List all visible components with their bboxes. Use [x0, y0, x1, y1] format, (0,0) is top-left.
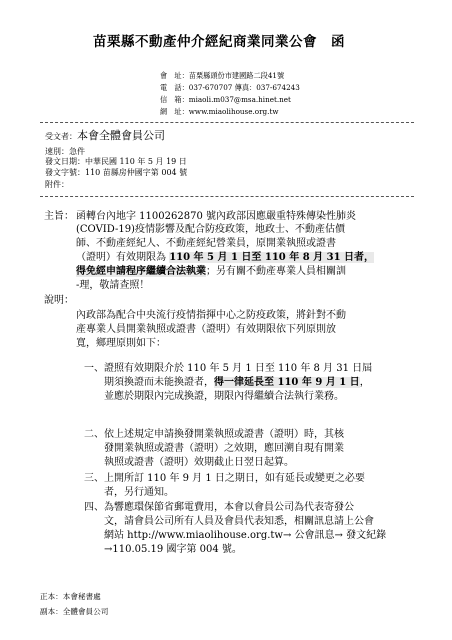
phone-line	[160, 84, 300, 91]
item-1-line-3: 並應於期限內完成換證，期限內得繼續合法執行業務。	[104, 391, 344, 402]
explain-intro-1: 內政部為配合中央流行疫情指揮中心之防疫政策，將針對不動	[76, 310, 346, 321]
recipient-line	[45, 127, 165, 143]
email-label: 信 箱：	[160, 95, 189, 104]
subject-line-2: (COVID-19)疫情影響及配合防疫政策，地政士、不動產估價	[76, 224, 345, 235]
item-3-line-2: 者，另行通知。	[104, 487, 174, 498]
attachment-line: 附件：	[45, 180, 69, 189]
email-line	[160, 96, 291, 103]
website-line	[160, 108, 278, 115]
recipient-value: 本會全體會員公司	[77, 129, 165, 142]
item-1-text: 期須換證而未能換證者，	[104, 377, 214, 388]
phone-value: 037-670707 傳真：037-674243	[188, 83, 300, 92]
website-label: 網 址：	[160, 107, 189, 116]
item-1-comma: ，	[359, 377, 370, 388]
copy-recipient: 副本：全體會員公司	[40, 607, 109, 616]
item-2-line-1: 二、依上述規定申請換發開業執照或證書（證明）時，其核	[84, 429, 344, 440]
item-1-line-1: 一、證照有效期限介於 110 年 5 月 1 日至 110 年 8 月 31 日屆	[84, 363, 373, 374]
subject-line-3: 師、不動產經紀人、不動產經紀營業員，原開業執照或證書	[76, 238, 336, 249]
explain-intro-2: 產專業人員開業執照或證書（證明）有效期限依下列原則放	[76, 324, 336, 335]
explain-label: 說明：	[44, 295, 74, 306]
item-3-line-1: 三、上開所訂 110 年 9 月 1 日之期日，如有延長或變更之必要	[84, 473, 365, 484]
document-title: 苗栗縣不動產仲介經紀商業同業公會 函	[93, 34, 345, 50]
doc-number-line: 發文字號：110 苗縣房仲國字第 004 號	[45, 168, 188, 177]
item-4-line-2: 文，請會員公司所有人員及會員代表知悉，相關訊息請上公會	[104, 516, 374, 527]
date-line: 發文日期：中華民國 110 年 5 月 19 日	[45, 157, 187, 166]
meta-divider	[40, 196, 414, 197]
website-value: www.miaolihouse.org.tw	[188, 107, 279, 116]
address-value: 苗栗縣頭份市建國路二段41號	[188, 71, 285, 80]
address-line	[160, 72, 284, 79]
item-1-line-2	[104, 378, 370, 388]
item-4-line-3: 網站 http://www.miaolihouse.org.tw→ 公會訊息→ 發文紀錄	[104, 530, 387, 541]
subject-line-1: 函轉台內地字 1100262870 號內政部因應嚴重特殊傳染性肺炎	[76, 211, 356, 222]
recipient-label: 受文者：	[45, 132, 77, 141]
item-2-line-2: 發開業執照或證書（證明）之效期，應回溯自現有開業	[104, 443, 344, 454]
address-label: 會 址：	[160, 71, 189, 80]
subject-highlight-continue: 得免經申請程序繼續合法執業	[76, 266, 206, 277]
urgency-line: 速別：急件	[45, 147, 85, 156]
item-4-line-1: 四、為響應環保節省郵電費用，本會以會員公司為代表寄發公	[84, 502, 354, 513]
email-value: miaoli.m037@msa.hinet.net	[188, 95, 291, 104]
subject-line-6: -理，敬請查照！	[76, 280, 150, 291]
subject-line-4	[76, 253, 374, 263]
subject-line-5-text: ；另有關不動產專業人員相關訓	[206, 266, 346, 277]
item-1-highlight: 得一律延長至 110 年 9 月 1 日	[214, 377, 360, 388]
header-divider	[40, 122, 414, 123]
phone-label: 電 話：	[160, 83, 189, 92]
subject-label: 主旨：	[44, 211, 74, 222]
explain-intro-3: 寬，鄉理原則如下：	[76, 338, 166, 349]
subject-line-4-text: （證明）有效期限為	[76, 252, 170, 263]
original-recipient: 正本：本會秘書處	[40, 592, 101, 601]
subject-highlight-dates: 110 年 5 月 1 日至 110 年 8 月 31 日者，	[169, 252, 375, 263]
subject-line-5	[76, 267, 346, 277]
item-2-line-3: 執照或證書（證明）效期截止日翌日起算。	[104, 457, 294, 468]
item-4-line-4: →110.05.19 國字第 004 號。	[104, 544, 242, 555]
